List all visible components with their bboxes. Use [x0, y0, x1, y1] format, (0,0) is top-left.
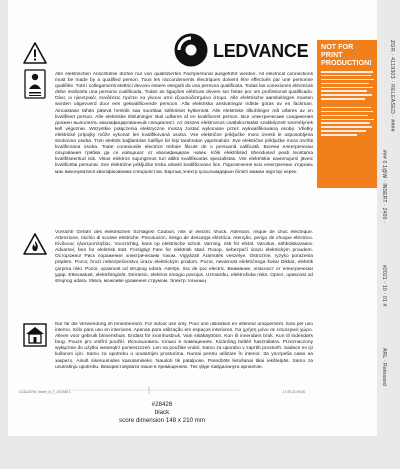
not-for-print-title: NOT FOR PRINT PRODUCTION! [321, 42, 372, 67]
electric-shock-caution-text: Vorsicht! Gefahr des elektrischen Schlages! Caution, risk of electric shock. Attention, risque de choc électrique. Attenzione, rischio di scosse elettriche. Precaución, riesgo de descarga eléctrica. Atenção, perigo de choque eléctrico. Κίνδυνος ηλεκτροπληξίας. Voorzichtig, kans op elektrische schok. Varning, risk för elstöt. Varoitus, sähköiskuvaara. Advarsel, fare for elektrisk støt. Forsigtig! Fare for elektrisk stød. Позор, nebezpečí úrazu elektrickým proudem. Осторожно! Риск поражения электрическим током. Vigyázat! Áramütés veszélye. Ostrożnie, ryzyko porażenia prądem. Pozor, hrozí nebezpečenstvo úrazu elektrickým prúdom. Pozor, nevarnost električnega šoka! Dikkat, elektrik çarpma riski. Pozor, opasnost od strujnog udara. Atenţie, risc de şoc electric. Внимание, опасност от електрически удар. Ettevaatust, elektrilöögioht. Dėmesio, elektros smūgio pavojus. Uzmanību, elektrošoka risks. Oprez, opasnost od strujnog udara. Увага, можливе ураження струмом. Электр тоғының. [55, 230, 313, 284]
side-label-release: ZGR · 4119303 · RELEASED · #### [389, 40, 395, 132]
not-for-print-box [317, 40, 377, 188]
score-dimension: score dimension 148 x 210 mm [119, 417, 205, 424]
side-label-date: #2021 · 10 · 01 # [381, 265, 387, 307]
indoor-use-only-icon [23, 323, 47, 347]
side-label-insert: ### 0.1@W · INSERT · 2400 · [381, 150, 387, 224]
side-label-status: ARL · Released [381, 348, 387, 386]
indoor-use-text: Nur für die Verwendung im Innenbereich. For indoor use only. Pour une utilisation en intérieur uniquement. Solo per uso interno. Sólo para uso en interiores. Apenas para utilização em espaços interiores. Για χρήση μόνο σε εσωτερικό χώρο. Alleen voor gebruik binnenshuis. Endast för inomhusbruk. Vain sisäkäyttöön. Kun til innendørs bruk. Kun til indendørs brug. Pouze pro vnitřní použití. Использовать только в помещениях. Kizárólag beltéri használatra. Przeznaczony wyłącznie do użytku wewnątrz pomieszczeń. Len na použitie vnútri. Samo za uporabo v zaprtih prostorih. Sadece ev içi kullanım için. Samo za upotrebu u unutarnjim prostorima. Numai pentru utilizare în interior. За употреба само на закрито. Ainult siseruumides kasutamiseks. Naudoti tik patalpose. Paredzēts lietošanai tikai iekštelpās. Samo za unutrašnju upotrebu. Використовувати лише в приміщеннях. Тек үйде пайдалануға арналған. [55, 322, 313, 370]
brand-name: LEDVANCE [213, 41, 309, 61]
print-footer [19, 390, 305, 434]
electrical-connection-text: Alle elektrischen Anschlüsse dürfen nur von qualifizierten Fachpersonal ausgeführt werden. All electrical connections must be made by a qualified person. Tous les raccordements électriques doivent être effectués par une personne qualifiée. Tutti i collegamenti elettrici devono essere eseguiti da una persona qualificata. Todas las conexiones eléctricas debe realizarla una persona cualificada. Todas as ligações elétricas devem ser feitas por um profissional qualificado. Όλες οι ηλεκτρικές συνδέσεις πρέπει να γίνουν από εξουσιοδοτημένο άτομο. Alle elektrische aansluitingen moeten worden uitgevoerd door een gekwalificeerde persoon. Alla elektriska anslutningar måste göras av en fackman. Ainoastaan tähän pätevä henkilö saa suorittaa sähköiset kytkennät. Alle elektriske tilkoblinger må utføres av en kvalifisert person. Alle elektriske tilslutninger skal udføres af en kvalificeret person. Все электрические соединения должен выполнять квалифицированный специалист. Az összes elektromos csatlakoztatást szakképzett személynek kell végeznie. Wszystkie połączenia elektryczne muszą zostać wykonane przez wykwalifikowaną osobę. Všetky elektrické prípojky môže vykonať len kvalifikovaná osoba. Vse električne priključke mora izvesti le usposobljena strokovna oseba. Tüm elektrik bağlantıları kalifiye bir kişi tarafından yapılmalıdır. Sve električne priključke mora izvršiti kvalificirana osoba. Toate conexiunile electrice trebuie făcute de o persoană calificată. Всички електрически свързвания трябва да се извършат от квалифициран човек. Kõik elektrilised ühendused peab teostama kvalifitseeritud isik. Visus elektros sujungimus turi atlikti kvalifikuotas specialistas. Visi elektriskie savienojumi jāveic kvalificētai personai. Sve električne priključke treba obaviti kvalifikovano lice. Підключення всіх електричних з'єднань має виконуватися кваліфікованим спеціалістом. Барлық электр қосылымдарын білікті маман жүргізуі керек. [55, 72, 313, 175]
document-page [8, 0, 377, 436]
fire-warning-icon [23, 233, 47, 255]
file-date: 17.05.22 09:56 [282, 390, 305, 394]
color-name: black [154, 409, 170, 416]
job-code: #28426 [151, 401, 173, 408]
file-name: G11143790_Insert_N_T_01.indd 1 [19, 390, 71, 394]
registration-marks [59, 386, 239, 394]
warning-triangle-icon [23, 42, 47, 64]
qualified-person-manual-icon [24, 69, 46, 99]
